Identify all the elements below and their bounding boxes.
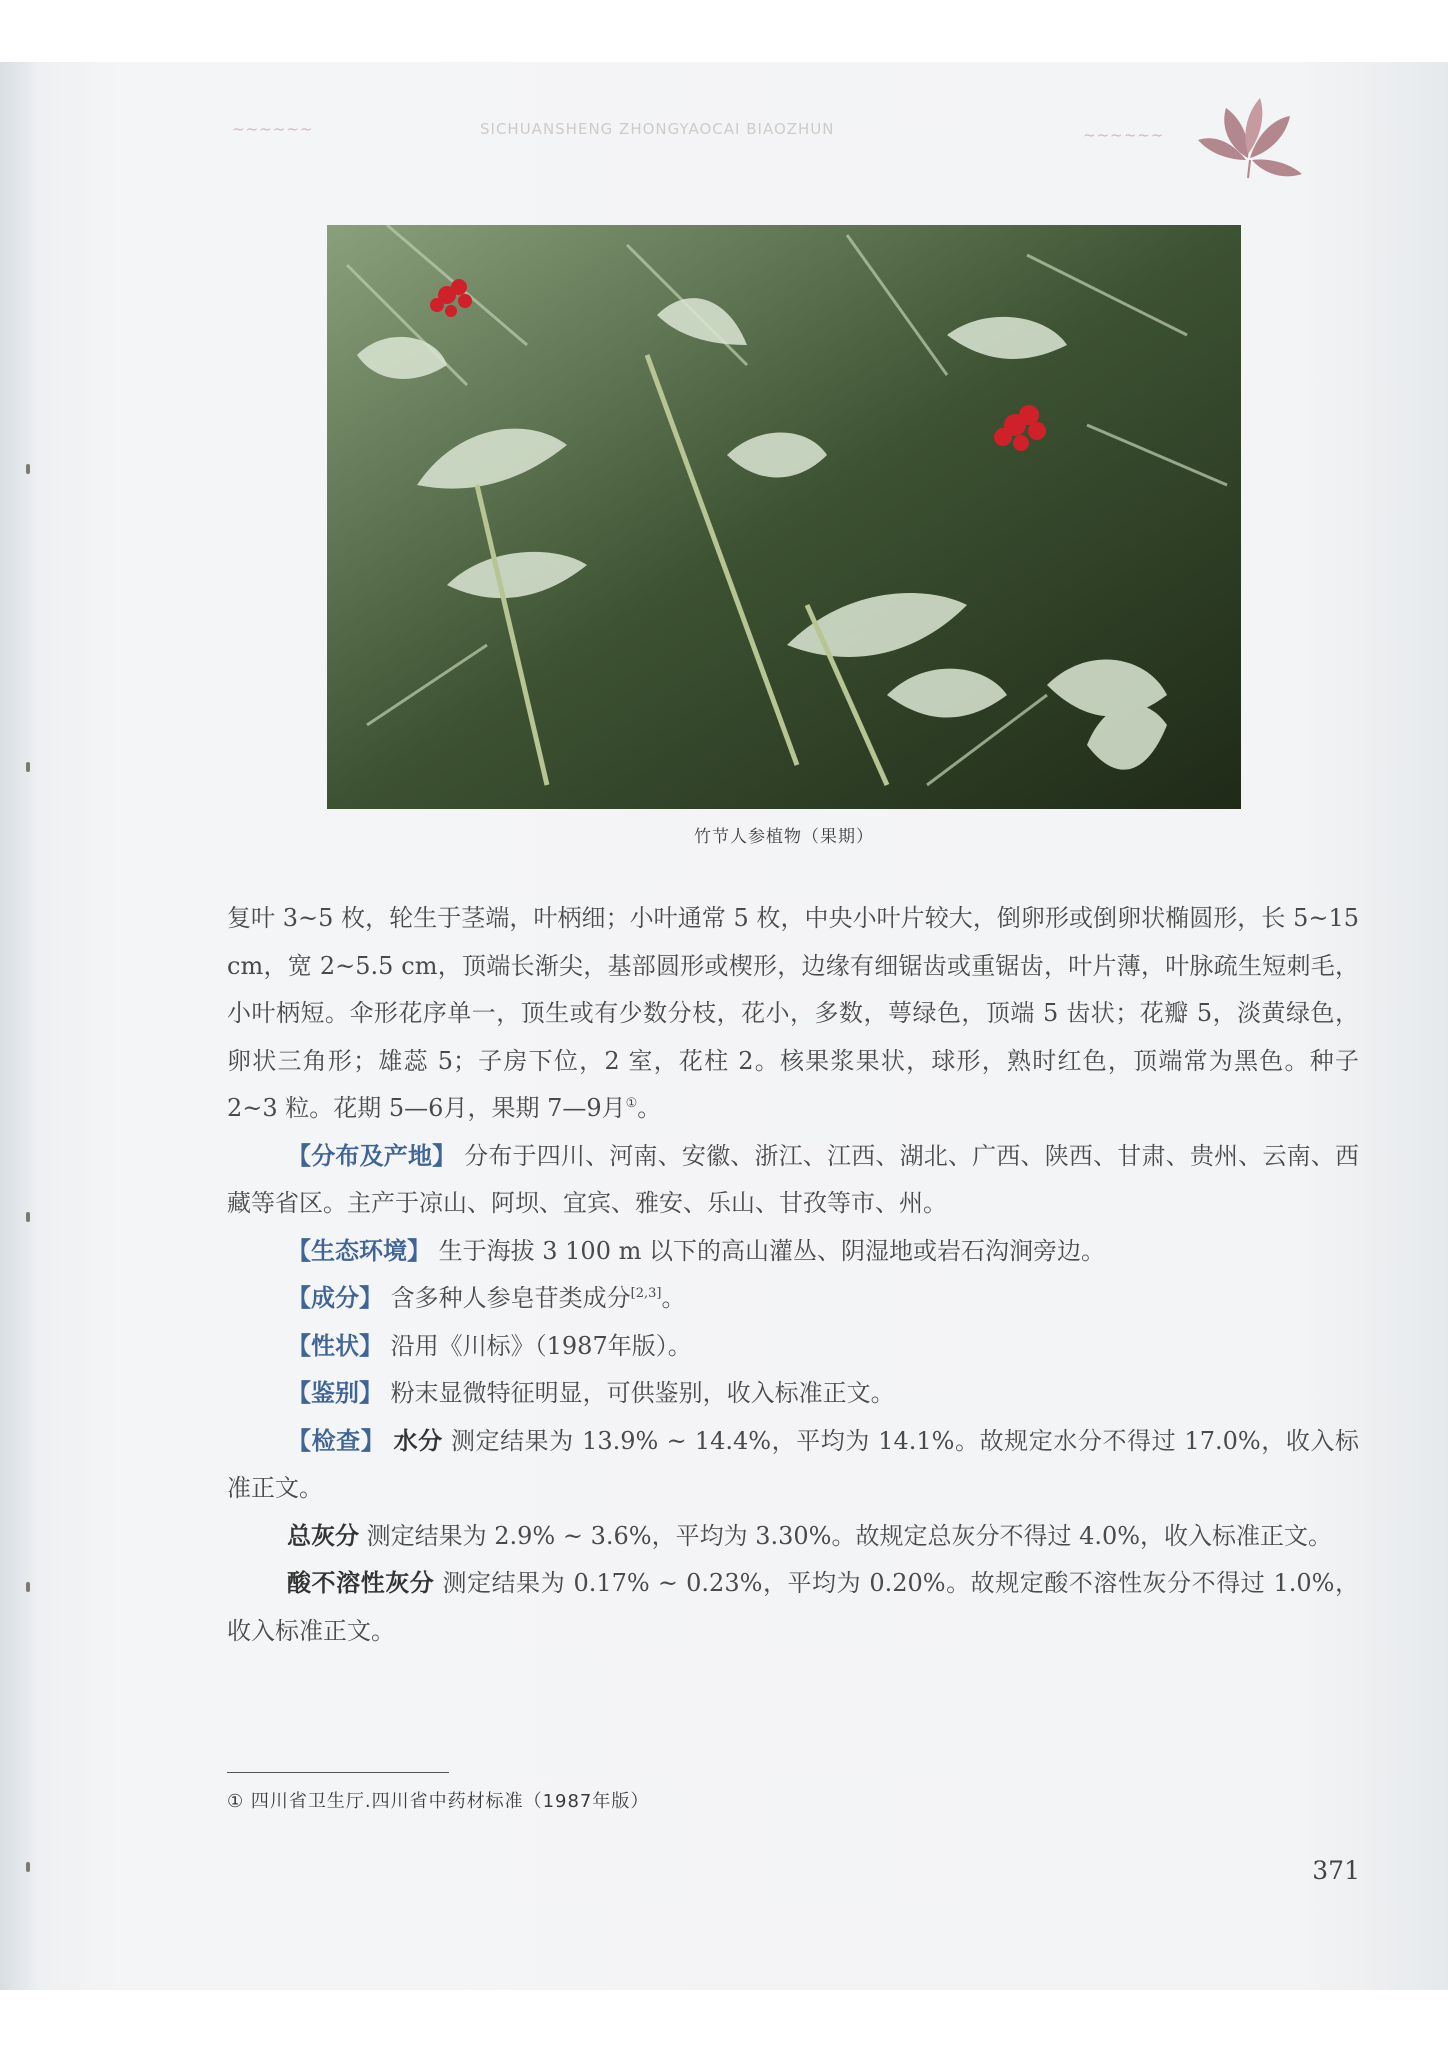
header-ornament-right: ~~~~~~ (1083, 126, 1165, 144)
ecology-paragraph (227, 1228, 1359, 1276)
header-ornament-left: ~~~~~~ (232, 120, 314, 138)
ecology-label: 【生态环境】 (287, 1236, 431, 1265)
description-text: 复叶 3~5 枚，轮生于茎端，叶柄细；小叶通常 5 枚，中央小叶片较大，倒卵形或倒卵状椭圆形，长 5~15 cm，宽 2~5.5 cm，顶端长渐尖，基部圆形或楔形，边缘有细锯齿或重锯齿，叶片薄，叶脉疏生短刺毛，小叶柄短。伞形花序单一，顶生或有少数分枝，花小，多数，萼绿色，顶端 5 齿状；花瓣 5，淡黄绿色，卵状三角形；雄蕊 5；子房下位，2 室，花柱 2。核果浆果状，球形，熟时红色，顶端常为黑色。种子 2~3 粒。花期 5—6月，果期 7—9月 (227, 904, 1359, 1122)
acid-ash-label: 酸不溶性灰分 (287, 1569, 435, 1597)
footnote-ref: ① (625, 1096, 638, 1111)
footnote-divider (227, 1772, 449, 1773)
total-ash-text: 测定结果为 2.9% ~ 3.6%，平均为 3.30%。故规定总灰分不得过 4.0%，收入标准正文。 (366, 1521, 1333, 1550)
distribution-text: 分布于四川、河南、安徽、浙江、江西、湖北、广西、陕西、甘肃、贵州、云南、西藏等省区。主产于凉山、阿坝、宜宾、雅安、乐山、甘孜等市、州。 (227, 1141, 1360, 1217)
character-text: 沿用《川标》（1987年版）。 (390, 1331, 692, 1360)
footnote: ① 四川省卫生厅.四川省中药材标准（1987年版） (227, 1791, 650, 1812)
distribution-paragraph (227, 1133, 1359, 1228)
ecology-text: 生于海拔 3 100 m 以下的高山灌丛、阴湿地或岩石沟涧旁边。 (438, 1236, 1105, 1265)
description-paragraph: 复叶 3~5 枚，轮生于茎端，叶柄细；小叶通常 5 枚，中央小叶片较大，倒卵形或倒卵状椭圆形，长 5~15 cm，宽 2~5.5 cm，顶端长渐尖，基部圆形或楔形，边缘有细锯齿或重锯齿，叶片薄，叶脉疏生短刺毛，小叶柄短。伞形花序单一，顶生或有少数分枝，花小，多数，萼绿色，顶端 5 齿状；花瓣 5，淡黄绿色，卵状三角形；雄蕊 5；子房下位，2 室，花柱 2。核果浆果状，球形，熟时红色，顶端常为黑色。种子 2~3 粒。花期 5—6月，果期 7—9月①。 (227, 904, 1359, 1122)
composition-paragraph (227, 1275, 1359, 1323)
identification-label: 【鉴别】 (287, 1379, 383, 1407)
inspection-label: 【检查】 (287, 1426, 386, 1455)
moisture-text: 测定结果为 13.9% ~ 14.4%，平均为 14.1%。故规定水分不得过 17.0%，收入标准正文。 (227, 1426, 1359, 1502)
leaf-cluster-icon (1190, 88, 1310, 180)
identification-paragraph (227, 1370, 1359, 1418)
page-number: 371 (1312, 1856, 1360, 1885)
figure-caption: 竹节人参植物（果期） (694, 827, 874, 847)
composition-end: 。 (661, 1284, 686, 1312)
total-ash-paragraph (227, 1513, 1359, 1561)
plant-photo (327, 225, 1241, 809)
running-title: SICHUANSHENG ZHONGYAOCAI BIAOZHUN (480, 120, 835, 138)
character-label: 【性状】 (287, 1331, 383, 1360)
composition-text: 含多种人参皂苷类成分 (390, 1284, 631, 1312)
citation-ref: [2,3] (630, 1286, 662, 1301)
composition-label: 【成分】 (287, 1284, 383, 1312)
identification-text: 粉末显微特征明显，可供鉴别，收入标准正文。 (390, 1379, 895, 1407)
total-ash-label: 总灰分 (287, 1521, 359, 1550)
character-paragraph (227, 1323, 1359, 1371)
main-text (227, 895, 1359, 1655)
moisture-label: 水分 (393, 1426, 443, 1455)
acid-ash-paragraph (227, 1560, 1359, 1655)
acid-ash-text: 测定结果为 0.17% ~ 0.23%，平均为 0.20%。故规定酸不溶性灰分不得过 1.0%，收入标准正文。 (227, 1569, 1359, 1645)
moisture-paragraph (227, 1418, 1359, 1513)
distribution-label: 【分布及产地】 (287, 1141, 457, 1170)
